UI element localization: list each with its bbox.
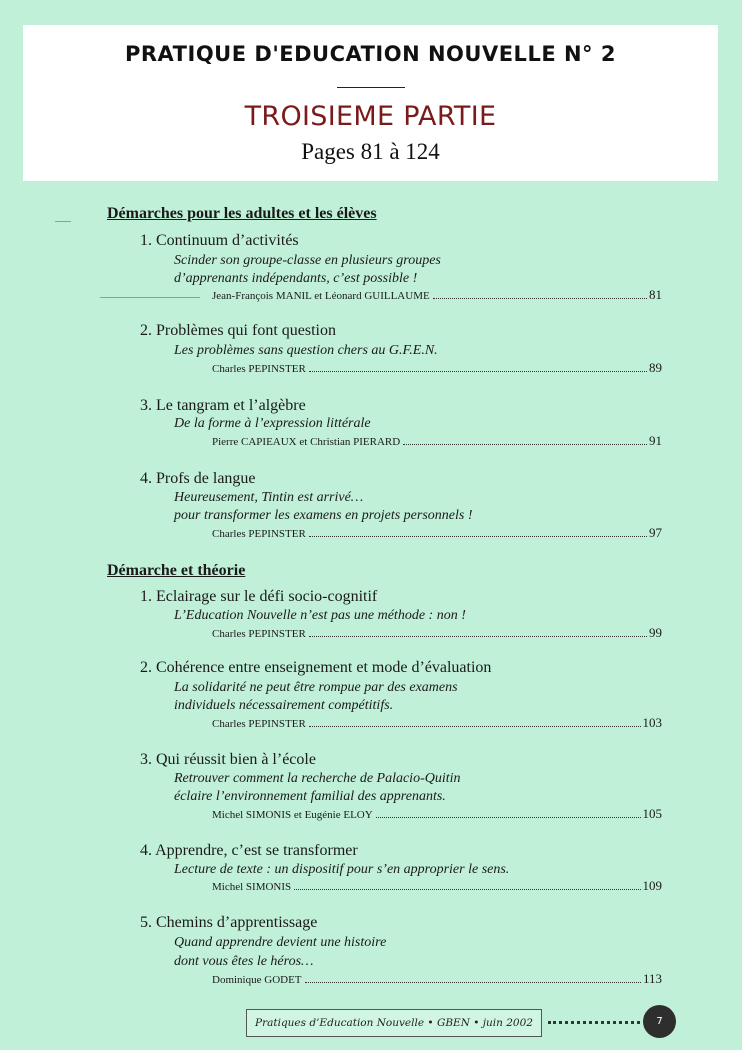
entry-page: 103 [642, 715, 662, 730]
entry-title: 5. Chemins d’apprentissage [140, 914, 318, 931]
author-line [212, 806, 662, 822]
entry-title: 4. Profs de langue [140, 470, 256, 487]
entry-subtitle: d’apprenants indépendants, c’est possible ! [174, 271, 418, 286]
leader-dots [309, 536, 647, 537]
author-line [212, 971, 662, 987]
leader-dots [309, 726, 641, 727]
entry-title: 3. Qui réussit bien à l’école [140, 751, 316, 768]
header-rule [337, 87, 405, 88]
entry-page: 113 [642, 971, 662, 986]
leader-dots [376, 817, 641, 818]
entry-author: Pierre CAPIEAUX et Christian PIERARD [212, 436, 401, 448]
entry-page: 81 [649, 287, 662, 302]
section-heading: Démarches pour les adultes et les élèves [107, 205, 377, 222]
leader-dots [433, 298, 647, 299]
page-number: 7 [643, 1005, 676, 1038]
header-box [23, 25, 718, 181]
entry-title: 3. Le tangram et l’algèbre [140, 397, 306, 414]
author-line [212, 433, 662, 449]
leader-dots [294, 889, 640, 890]
entry-title: 2. Problèmes qui font question [140, 322, 336, 339]
entry-subtitle: Lecture de texte : un dispositif pour s’en approprier le sens. [174, 862, 510, 877]
entry-subtitle: Heureusement, Tintin est arrivé… [174, 490, 364, 505]
entry-author: Jean-François MANIL et Léonard GUILLAUME [212, 290, 430, 302]
entry-subtitle: dont vous êtes le héros… [174, 954, 314, 969]
leader-dots [309, 371, 647, 372]
entry-subtitle: Scinder son groupe-classe en plusieurs groupes [174, 253, 441, 268]
decorative-dash [100, 297, 200, 298]
footer-dots [548, 1021, 640, 1024]
leader-dots [403, 444, 647, 445]
entry-subtitle: L’Education Nouvelle n’est pas une méthode : non ! [174, 608, 466, 623]
entry-author: Charles PEPINSTER [212, 718, 306, 730]
entry-subtitle: La solidarité ne peut être rompue par des examens [174, 680, 458, 695]
entry-subtitle: éclaire l’environnement familial des apprenants. [174, 789, 446, 804]
entry-author: Charles PEPINSTER [212, 363, 306, 375]
author-line [212, 715, 662, 731]
section-heading: Démarche et théorie [107, 562, 246, 579]
footer-label: Pratiques d’Education Nouvelle • GBEN • juin 2002 [246, 1009, 542, 1037]
entry-page: 109 [642, 878, 662, 893]
entry-author: Michel SIMONIS et Eugénie ELOY [212, 809, 373, 821]
part-title: TROISIEME PARTIE [244, 101, 497, 132]
entry-page: 91 [649, 433, 662, 448]
pages-label: Pages 81 à 124 [301, 139, 440, 164]
author-line [212, 625, 662, 641]
entry-page: 99 [649, 625, 662, 640]
entry-title: 1. Eclairage sur le défi socio-cognitif [140, 588, 378, 605]
entry-subtitle: individuels nécessairement compétitifs. [174, 698, 394, 713]
entry-author: Charles PEPINSTER [212, 528, 306, 540]
entry-title: 4. Apprendre, c’est se transformer [140, 842, 358, 859]
entry-subtitle: Les problèmes sans question chers au G.F.E.N. [174, 343, 438, 358]
author-line [212, 287, 662, 303]
journal-title: PRATIQUE D'EDUCATION NOUVELLE N° 2 [125, 42, 616, 66]
entry-subtitle: Retrouver comment la recherche de Palacio-Quitin [174, 771, 461, 786]
leader-dots [305, 982, 641, 983]
entry-page: 105 [642, 806, 662, 821]
entry-page: 89 [649, 360, 662, 375]
entry-author: Charles PEPINSTER [212, 628, 306, 640]
author-line [212, 360, 662, 376]
leader-dots [309, 636, 647, 637]
entry-title: 1. Continuum d’activités [140, 232, 299, 249]
entry-title: 2. Cohérence entre enseignement et mode d’évaluation [140, 659, 492, 676]
entry-subtitle: Quand apprendre devient une histoire [174, 935, 387, 950]
entry-subtitle: De la forme à l’expression littérale [174, 416, 371, 431]
entry-page: 97 [649, 525, 662, 540]
author-line [212, 878, 662, 894]
entry-author: Dominique GODET [212, 974, 302, 986]
entry-subtitle: pour transformer les examens en projets personnels ! [174, 508, 473, 523]
decorative-dash [55, 221, 71, 222]
entry-author: Michel SIMONIS [212, 881, 292, 893]
author-line [212, 525, 662, 541]
